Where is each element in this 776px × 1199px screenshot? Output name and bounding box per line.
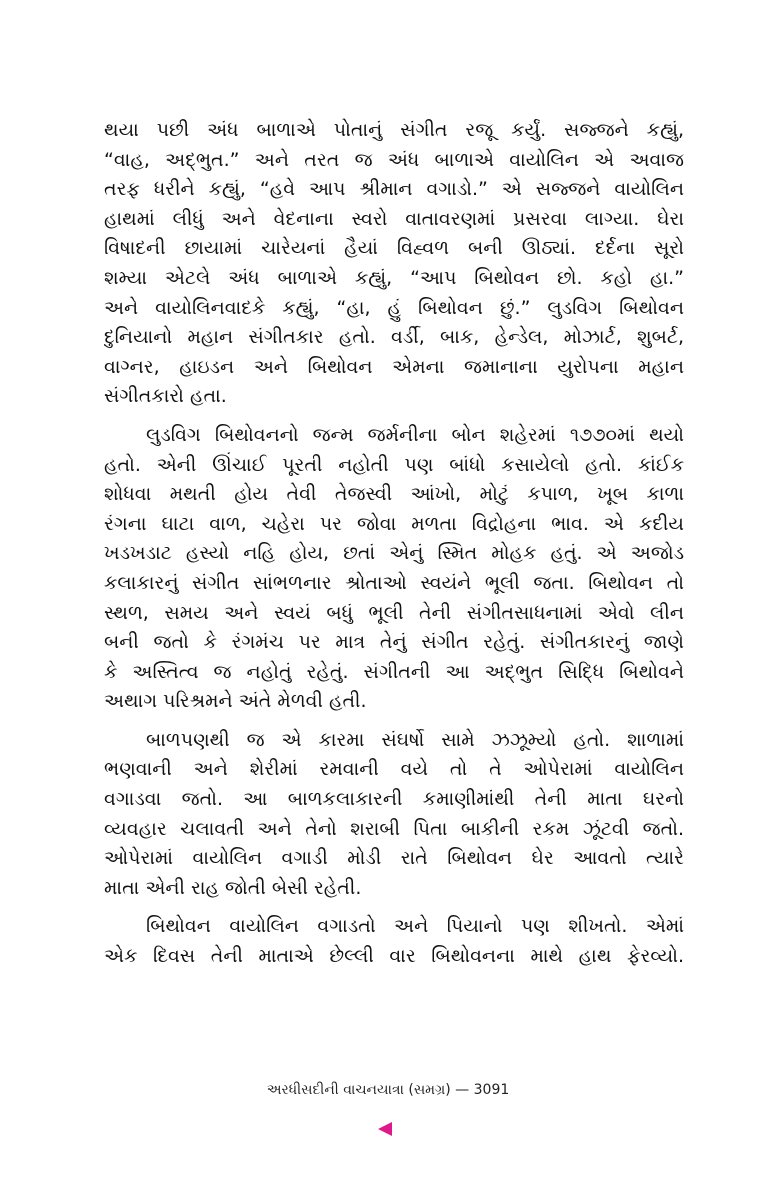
text-line: શમ્યા એટલે અંધ બાળાએ કહ્યું, “આપ બિથોવન છો. કહો હા.” — [104, 266, 684, 289]
text-line: સ્થળ, સમય અને સ્વયં બધું ભૂલી તેની સંગીતસાધનામાં એવો લીન — [104, 601, 684, 624]
previous-page-arrow-icon[interactable] — [378, 1122, 392, 1136]
text-line: “વાહ, અદ્ભુત.” અને તરત જ અંધ બાળાએ વાયોલિન એ અવાજ — [104, 148, 684, 171]
text-line: લુડવિગ બિથોવનનો જન્મ જર્મનીના બોન શહેરમાં ૧૭૭૦માં થયો — [146, 423, 684, 446]
text-line: ખડખડાટ હસ્યો નહિ હોય, છતાં એનું સ્મિત મોહક હતું. એ અજોડ — [104, 542, 684, 565]
text-line: તરફ ધરીને કહ્યું, “હવે આપ શ્રીમાન વગાડો.” એ સજ્જને વાયોલિન — [104, 178, 684, 201]
paragraph — [104, 726, 684, 904]
paragraph — [104, 421, 684, 717]
text-line: હતો. એની ઊંચાઈ પૂરતી નહોતી પણ બાંધો કસાયેલો હતો. કાંઈક — [104, 453, 684, 476]
text-line: માતા એની રાહ જોતી બેસી રહેતી. — [104, 876, 362, 899]
text-line: બાળપણથી જ એ કારમા સંઘર્ષો સામે ઝઝૂમ્યો હતો. શાળામાં — [146, 728, 684, 751]
text-line: બની જતો કે રંગમંચ પર માત્ર તેનું સંગીત રહેતું. સંગીતકારનું જાણે — [104, 631, 684, 654]
text-line: વિષાદની છાયામાં ચારેયનાં હૈયાં વિહ્વળ બની ઊઠ્યાં. દર્દના સૂરો — [104, 237, 684, 260]
body-text — [104, 116, 684, 981]
paragraph — [104, 912, 684, 971]
text-line: શોધવા મથતી હોય તેવી તેજસ્વી આંખો, મોટું કપાળ, ખૂબ કાળા — [104, 483, 684, 506]
text-line: સંગીતકારો હતા. — [104, 385, 227, 408]
text-line: હાથમાં લીધું અને વેદનાના સ્વરો વાતાવરણમાં પ્રસરવા લાગ્યા. ઘેરા — [104, 207, 684, 230]
text-line: અથાગ પરિશ્રમને અંતે મેળવી હતી. — [104, 690, 367, 713]
page-footer: અરધીસદીની વાચનયાત્રા (સમગ્ર) — 3091 — [266, 1082, 510, 1098]
text-line: એક દિવસ તેની માતાએ છેલ્લી વાર બિથોવનના માથે હાથ ફેરવ્યો. — [104, 945, 684, 968]
text-line: દુનિયાનો મહાન સંગીતકાર હતો. વર્ડી, બાક, હેન્ડેલ, મોઝાર્ટ, શુબર્ટ, — [104, 326, 684, 349]
text-line: ભણવાની અને શેરીમાં રમવાની વયે તો તે ઓપેરામાં વાયોલિન — [104, 758, 684, 781]
text-line: વ્યવહાર ચલાવતી અને તેનો શરાબી પિતા બાકીની રકમ ઝૂંટવી જતો. — [104, 817, 684, 840]
text-line: કલાકારનું સંગીત સાંભળનાર શ્રોતાઓ સ્વયંને ભૂલી જતા. બિથોવન તો — [104, 571, 684, 594]
text-line: ઓપેરામાં વાયોલિન વગાડી મોડી રાતે બિથોવન ઘેર આવતો ત્યારે — [104, 847, 684, 870]
paragraph — [104, 116, 684, 412]
text-line: રંગના ઘાટા વાળ, ચહેરા પર જોવા મળતા વિદ્રોહના ભાવ. એ કદીય — [104, 512, 684, 535]
text-line: બિથોવન વાયોલિન વગાડતો અને પિયાનો પણ શીખતો. એમાં — [146, 915, 684, 938]
text-line: અને વાયોલિનવાદકે કહ્યું, “હા, હું બિથોવન છું.” લુડવિગ બિથોવન — [104, 296, 684, 319]
text-line: કે અસ્તિત્વ જ નહોતું રહેતું. સંગીતની આ અદ્ભુત સિદ્ધિ બિથોવને — [104, 660, 684, 683]
text-line: થયા પછી અંધ બાળાએ પોતાનું સંગીત રજૂ કર્યું. સજ્જને કહ્યું, — [104, 119, 684, 141]
text-line: વગાડવા જતો. આ બાળકલાકારની કમાણીમાંથી તેની માતા ઘરનો — [104, 788, 684, 811]
text-line: વાગ્નર, હાઇડન અને બિથોવન એમના જમાનાના યુરોપના મહાન — [104, 355, 684, 378]
